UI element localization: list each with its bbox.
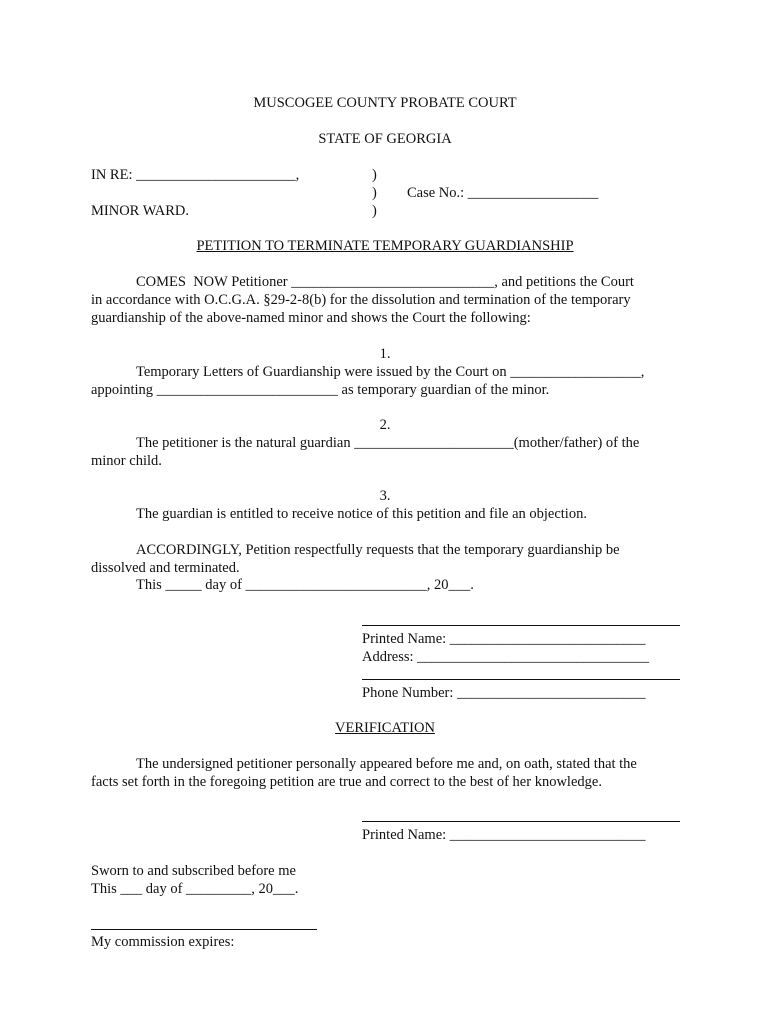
verification-signature-line[interactable]: [362, 821, 680, 822]
intro-line-3: guardianship of the above-named minor and shows the Court the following:: [91, 310, 531, 326]
printed-name-field[interactable]: Printed Name: ___________________________: [362, 631, 646, 647]
paragraph-2-number: 2.: [379, 417, 391, 433]
address-continuation-line[interactable]: [362, 679, 680, 680]
date-line: This _____ day of _________________________, 20___.: [136, 577, 474, 593]
notary-date-line: This ___ day of _________, 20___.: [91, 881, 299, 897]
verification-title: VERIFICATION: [335, 720, 435, 736]
paragraph-1-line-1: Temporary Letters of Guardianship were issued by the Court on __________________,: [136, 364, 645, 380]
case-number-line: Case No.: __________________: [407, 185, 599, 201]
paragraph-2-line-1: The petitioner is the natural guardian ______________________(mother/father) of the: [136, 435, 640, 451]
paragraph-1-number: 1.: [379, 346, 391, 362]
paragraph-2-line-2: minor child.: [91, 453, 162, 469]
paragraph-3-line-1: The guardian is entitled to receive notice of this petition and file an objection.: [136, 506, 587, 522]
caption-paren-3: ): [372, 203, 377, 219]
paragraph-3-number: 3.: [379, 488, 391, 504]
verification-line-1: The undersigned petitioner personally appeared before me and, on oath, stated that the: [136, 756, 637, 772]
sworn-statement: Sworn to and subscribed before me: [91, 863, 296, 879]
accordingly-line-1: ACCORDINGLY, Petition respectfully requests that the temporary guardianship be: [136, 542, 620, 558]
state-name: STATE OF GEORGIA: [318, 131, 452, 147]
commission-expires-label: My commission expires:: [91, 934, 235, 950]
court-name: MUSCOGEE COUNTY PROBATE COURT: [253, 95, 517, 111]
caption-paren-2: ): [372, 185, 377, 201]
address-field[interactable]: Address: ________________________________: [362, 649, 650, 665]
minor-ward-label: MINOR WARD.: [91, 203, 190, 219]
petitioner-signature-line[interactable]: [362, 625, 680, 626]
verification-line-2: facts set forth in the foregoing petition are true and correct to the best of her knowledge.: [91, 774, 602, 790]
in-re-line: IN RE: ______________________,: [91, 167, 300, 183]
accordingly-line-2: dissolved and terminated.: [91, 560, 240, 576]
phone-number-field[interactable]: Phone Number: __________________________: [362, 685, 646, 701]
notary-signature-line[interactable]: [91, 929, 317, 930]
verification-printed-name-field[interactable]: Printed Name: ___________________________: [362, 827, 646, 843]
petition-title: PETITION TO TERMINATE TEMPORARY GUARDIANSHIP: [196, 238, 574, 254]
intro-line-1: COMES NOW Petitioner ____________________________, and petitions the Court: [136, 274, 634, 290]
intro-line-2: in accordance with O.C.G.A. §29-2-8(b) for the dissolution and termination of the temporary: [91, 292, 631, 308]
caption-paren-1: ): [372, 167, 377, 183]
paragraph-1-line-2: appointing _________________________ as temporary guardian of the minor.: [91, 382, 550, 398]
